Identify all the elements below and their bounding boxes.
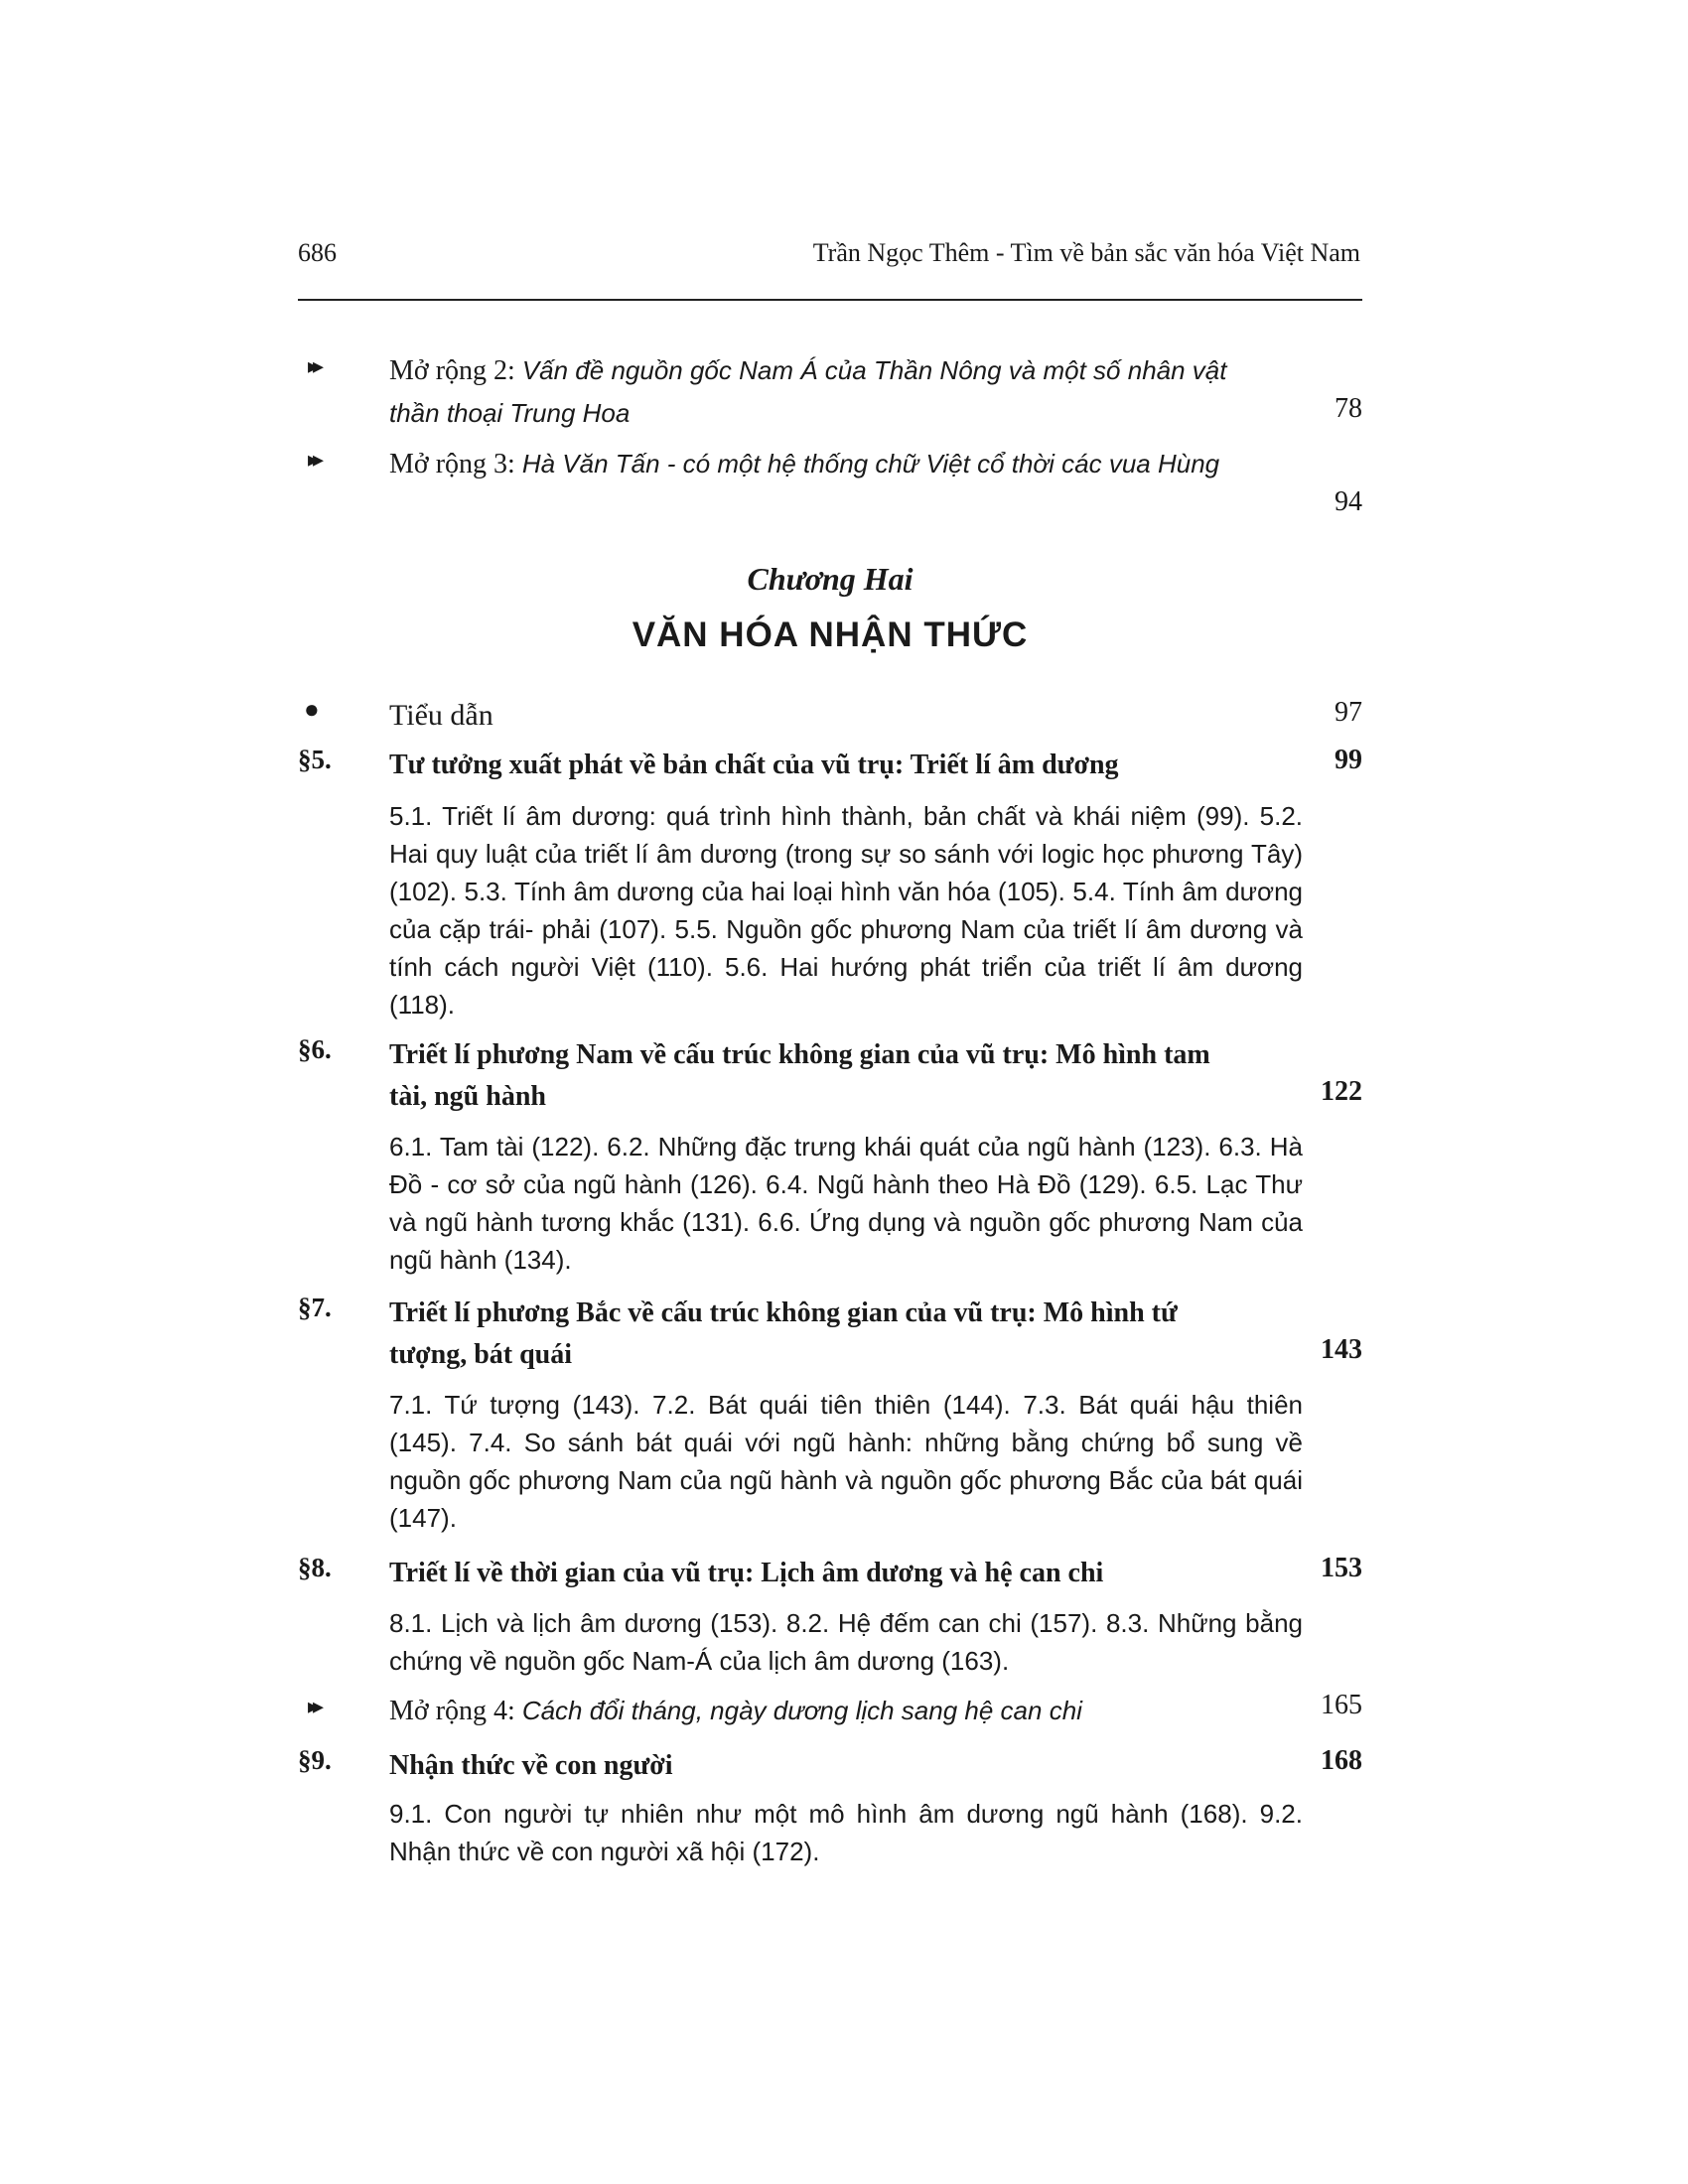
section-title: Triết lí phương Bắc về cấu trúc không gian của vũ trụ: Mô hình tứ tượng, bát quái [389,1297,1178,1370]
toc-entry-intro[interactable] [298,695,1362,739]
section-subtopics: 5.1. Triết lí âm dương: quá trình hình thành, bản chất và khái niệm (99). 5.2. Hai quy luật của triết lí âm dương (trong sự so sánh với logic học phương Tây) (102). 5.3. Tính âm dương của hai loại hình văn hóa (105). 5.4. Tính âm dương của cặp trái- phải (107). 5.5. Nguồn gốc phương Nam của triết lí âm dương và tính cách người Việt (110). 5.6. Hai hướng phát triển của triết lí âm dương (118). [389,801,1303,1020]
toc-entry-extension-4[interactable] [298,1690,1362,1733]
toc-entry-extension-3[interactable] [298,443,1362,532]
chapter-label: Chương Hai [747,561,914,597]
toc-entry-title: Tiểu dẫn [389,699,493,732]
toc-entry-extension-2[interactable] [298,349,1362,439]
toc-page-ref: 153 [1321,1553,1362,1583]
toc-section-8[interactable] [298,1553,1362,1596]
double-arrow-icon: ▸▸ [308,353,319,378]
section-marker: §9. [298,1745,332,1775]
section-subtopics: 8.1. Lịch và lịch âm dương (153). 8.2. Hệ đếm can chi (157). 8.3. Những bằng chứng về nguồn gốc Nam-Á của lịch âm dương (163). [389,1608,1303,1676]
toc-entry-title: Cách đổi tháng, ngày dương lịch sang hệ can chi [521,1696,1082,1725]
toc-page-ref: 99 [1335,745,1362,775]
toc-entry-text: Mở rộng 4: Cách đổi tháng, ngày dương lịch sang hệ can chi [389,1696,1082,1726]
toc-section-7[interactable] [298,1293,1362,1382]
page-header [298,238,1360,278]
toc-page-ref: 143 [1321,1334,1362,1365]
section-marker: §8. [298,1553,332,1582]
toc-page-ref: 165 [1321,1690,1362,1720]
toc-page-ref: 97 [1335,697,1362,728]
toc-section-6[interactable] [298,1034,1362,1124]
section-title: Triết lí phương Nam về cấu trúc không gian của vũ trụ: Mô hình tam tài, ngũ hành [389,1039,1210,1112]
toc-page-ref: 78 [1335,393,1362,424]
section-title: Nhận thức về con người [389,1750,673,1781]
section-subtopics: 9.1. Con người tự nhiên như một mô hình âm dương ngũ hành (168). 9.2. Nhận thức về con người xã hội (172). [389,1799,1303,1866]
page-number: 686 [298,238,337,267]
section-subtopics: 7.1. Tứ tượng (143). 7.2. Bát quái tiên thiên (144). 7.3. Bát quái hậu thiên (145). 7.4. So sánh bát quái với ngũ hành: những bằng chứng bổ sung về nguồn gốc phương Nam của ngũ hành và nguồn gốc phương Bắc của bát quái (147). [389,1390,1303,1533]
bullet-icon: ● [304,695,320,724]
section-title: Tư tưởng xuất phát về bản chất của vũ trụ: Triết lí âm dương [389,750,1119,780]
toc-entry-title: Vấn đề nguồn gốc Nam Á của Thần Nông và một số nhân vật thần thoại Trung Hoa [389,355,1227,428]
section-marker: §7. [298,1293,332,1322]
toc-section-9[interactable] [298,1745,1362,1789]
section-subtopics: 6.1. Tam tài (122). 6.2. Những đặc trưng khái quát của ngũ hành (123). 6.3. Hà Đồ - cơ sở của ngũ hành (126). 6.4. Ngũ hành theo Hà Đồ (129). 6.5. Lạc Thư và ngũ hành tương khắc (131). 6.6. Ứng dụng và nguồn gốc phương Nam của ngũ hành (134). [389,1132,1303,1275]
header-rule [298,299,1362,301]
toc-page-ref: 122 [1321,1076,1362,1107]
toc-entry-text: Mở rộng 2: Vấn đề nguồn gốc Nam Á của Thần Nông và một số nhân vật thần thoại Trung Hoa [389,355,1227,428]
section-marker: §5. [298,745,332,774]
chapter-title: VĂN HÓA NHẬN THỨC [632,615,1029,654]
double-arrow-icon: ▸▸ [308,1694,319,1718]
section-title: Triết lí về thời gian của vũ trụ: Lịch âm dương và hệ can chi [389,1558,1104,1588]
running-title: Trần Ngọc Thêm - Tìm về bản sắc văn hóa Việt Nam [812,238,1360,267]
toc-section-5[interactable] [298,745,1362,788]
toc-entry-text: Mở rộng 3: Hà Văn Tấn - có một hệ thống chữ Việt cổ thời các vua Hùng [389,449,1220,479]
toc-entry-title: Hà Văn Tấn - có một hệ thống chữ Việt cổ thời các vua Hùng [521,449,1220,478]
toc-page-ref: 94 [1335,486,1362,517]
section-marker: §6. [298,1034,332,1064]
toc-page-ref: 168 [1321,1745,1362,1776]
double-arrow-icon: ▸▸ [308,447,319,472]
